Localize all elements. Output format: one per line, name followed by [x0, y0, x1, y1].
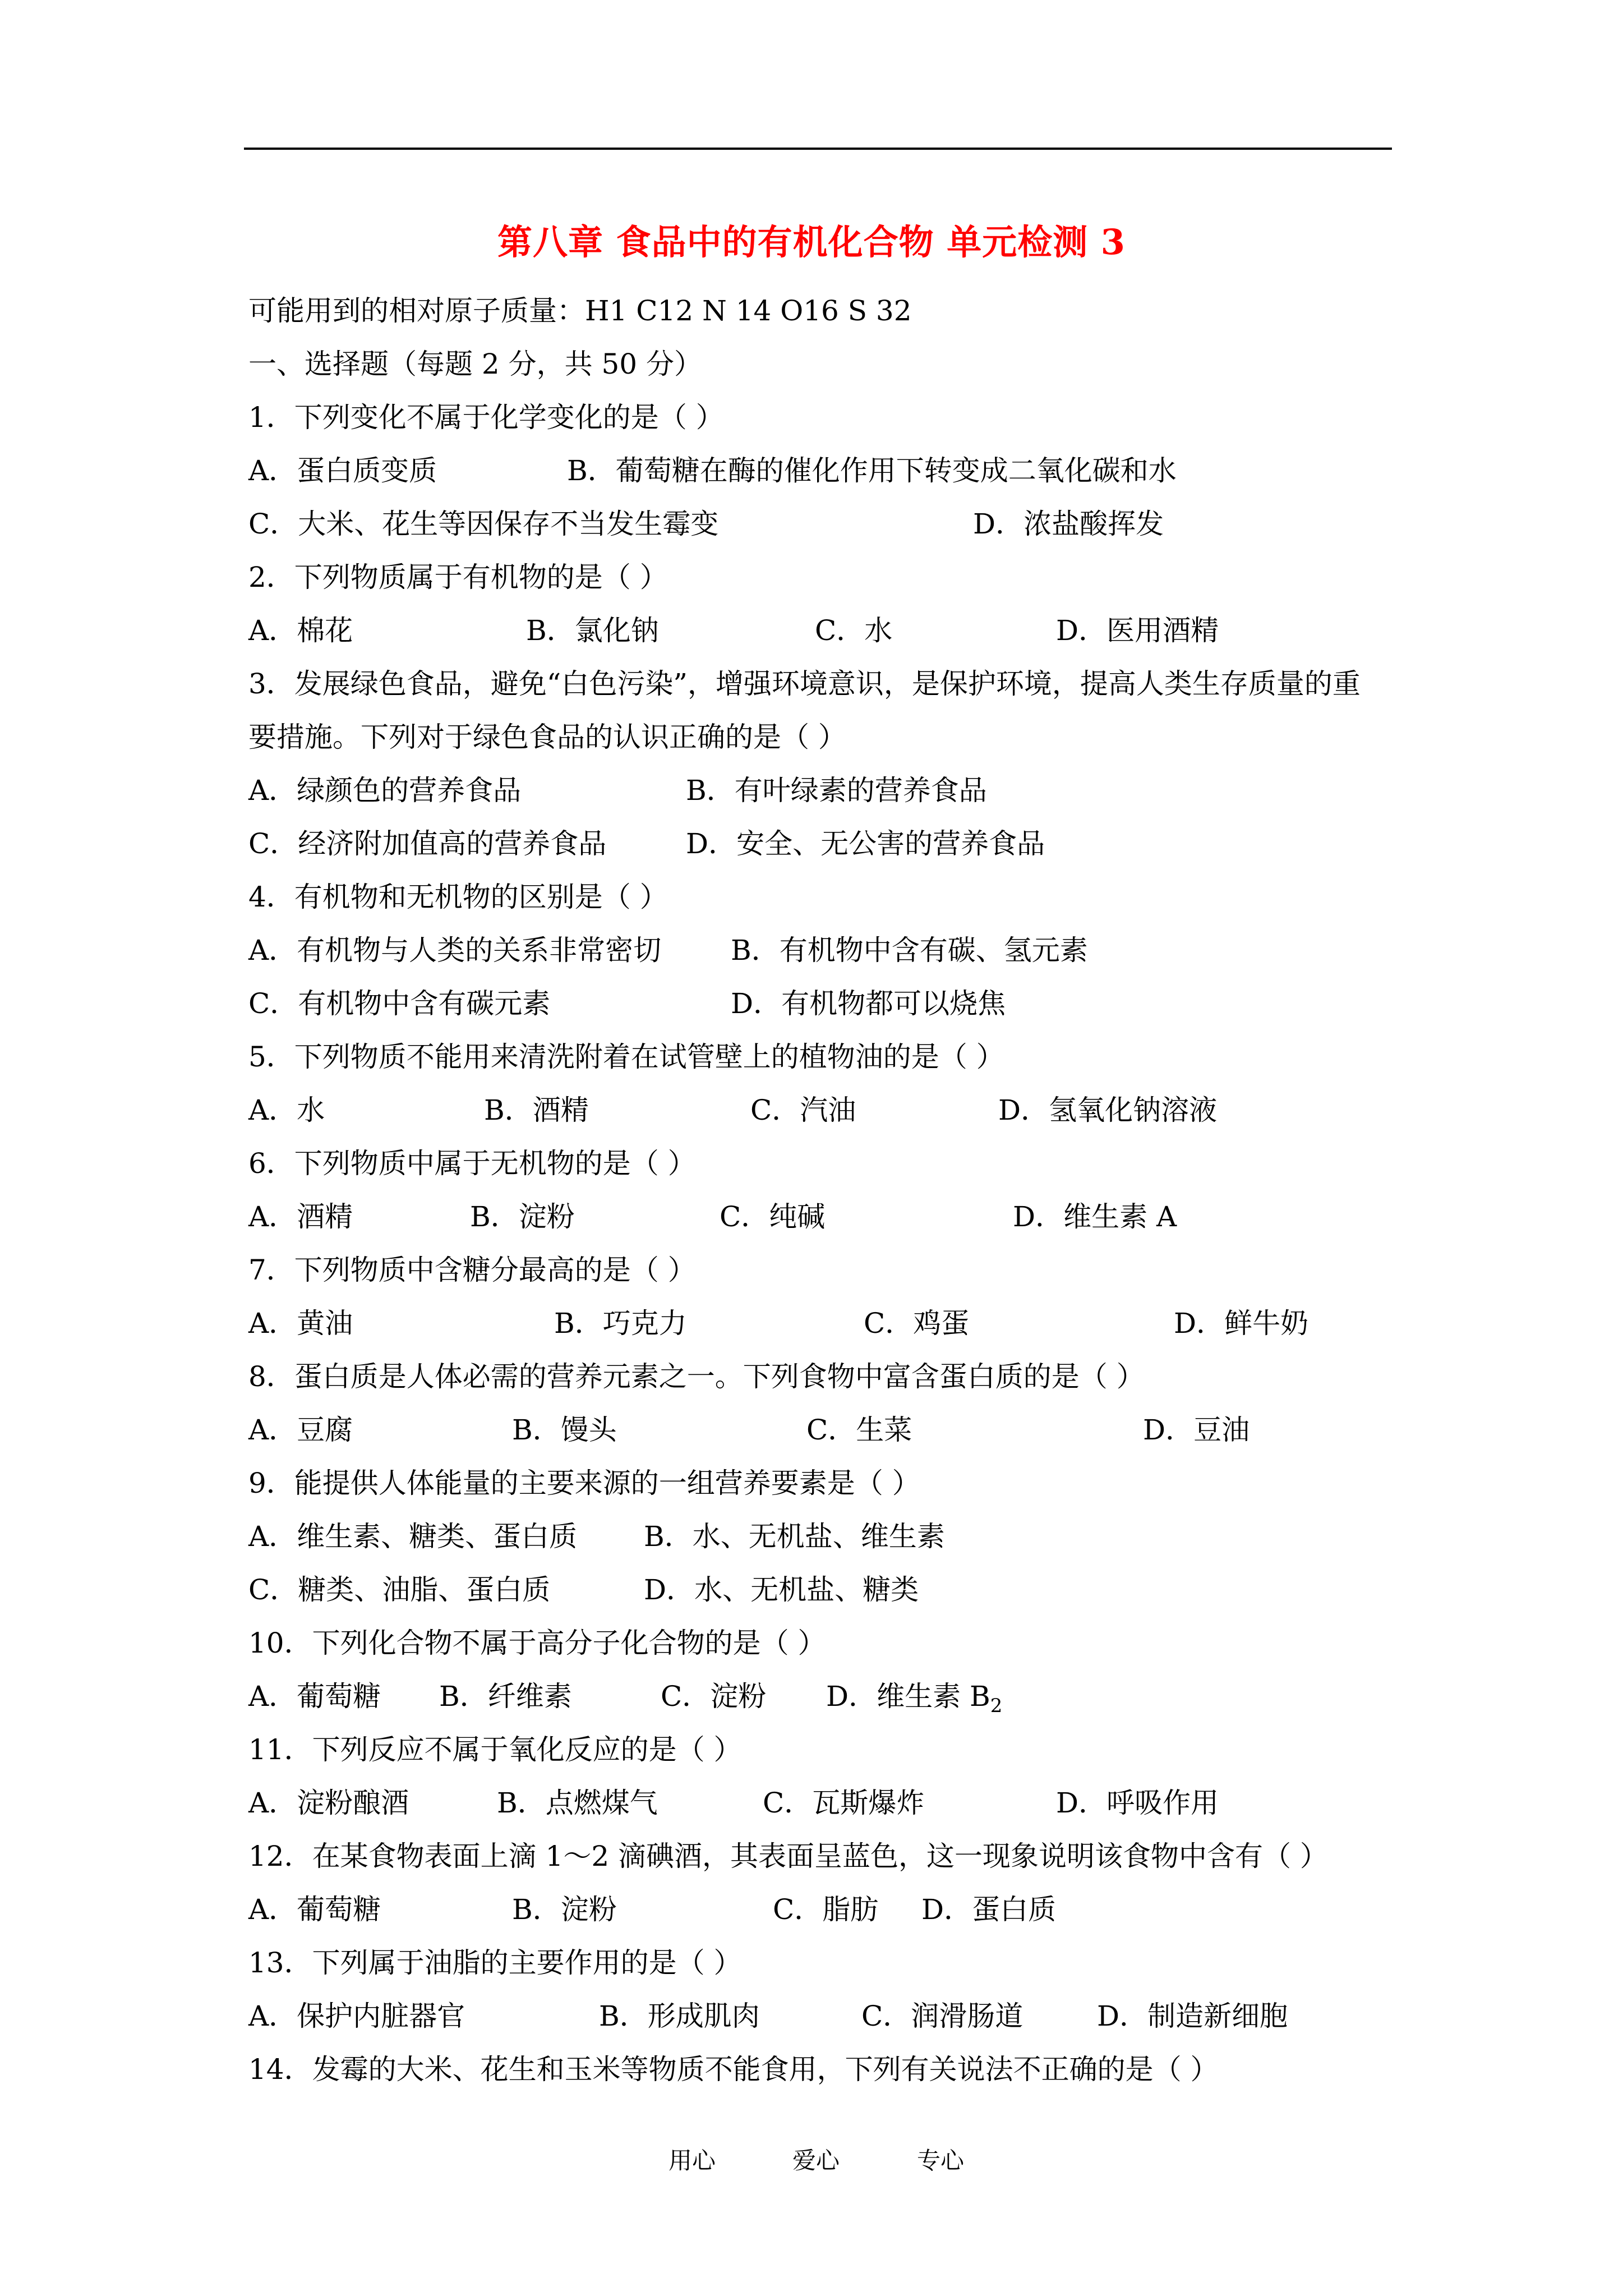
- page-title: 第八章 食品中的有机化合物 单元检测 3: [497, 222, 1126, 263]
- question-stem: 12．在某食物表面上滴 1～2 滴碘酒，其表面呈蓝色，这一现象说明该食物中含有（ ）: [248, 1840, 1328, 1872]
- section-header: 一、选择题（每题 2 分，共 50 分）: [248, 348, 703, 380]
- question-stem: 6．下列物质中属于无机物的是（ ）: [248, 1147, 696, 1180]
- option-c: C．汽油: [750, 1094, 856, 1126]
- option-d: D．浓盐酸挥发: [973, 508, 1164, 540]
- option-d: D．制造新细胞: [1097, 2000, 1288, 2032]
- option-c: C．淀粉: [661, 1680, 767, 1713]
- option-a: A．葡萄糖: [248, 1680, 381, 1713]
- option-b: B．葡萄糖在酶的催化作用下转变成二氧化碳和水: [567, 454, 1177, 487]
- question-stem: 14．发霉的大米、花生和玉米等物质不能食用，下列有关说法不正确的是（ ）: [248, 2053, 1219, 2086]
- subscript: 2: [990, 1695, 1003, 1717]
- option-b: B．水、无机盐、维生素: [644, 1520, 945, 1553]
- option-a: A．黄油: [248, 1307, 353, 1340]
- question-stem: 2．下列物质属于有机物的是（ ）: [248, 561, 668, 593]
- option-c: C．瓦斯爆炸: [763, 1787, 925, 1819]
- option-d: D．安全、无公害的营养食品: [686, 827, 1045, 860]
- question-stem: 9．能提供人体能量的主要来源的一组营养要素是（ ）: [248, 1467, 920, 1499]
- option-a: A．蛋白质变质: [248, 454, 437, 487]
- option-c: C．经济附加值高的营养食品: [248, 827, 607, 860]
- option-d: D．医用酒精: [1056, 614, 1219, 647]
- option-a: A．维生素、糖类、蛋白质: [248, 1520, 578, 1553]
- question-stem: 4．有机物和无机物的区别是（ ）: [248, 881, 668, 913]
- question-stem: 11．下列反应不属于氧化反应的是（ ）: [248, 1733, 742, 1766]
- option-b: B．点燃煤气: [497, 1787, 658, 1819]
- header-rule: [244, 148, 1392, 150]
- option-d: D．氢氧化钠溶液: [998, 1094, 1218, 1126]
- option-b: B．氯化钠: [526, 614, 659, 647]
- option-c: C．大米、花生等因保存不当发生霉变: [248, 508, 719, 540]
- option-b: B．淀粉: [470, 1200, 575, 1233]
- option-d-text: D．维生素 B: [826, 1680, 990, 1713]
- option-a: A．绿颜色的营养食品: [248, 774, 522, 807]
- option-d: D．蛋白质: [921, 1893, 1057, 1926]
- option-b: B．纤维素: [439, 1680, 572, 1713]
- option-a: A．葡萄糖: [248, 1893, 381, 1926]
- option-d: [826, 1670, 1002, 1723]
- option-a: A．保护内脏器官: [248, 2000, 465, 2032]
- option-b: B．有机物中含有碳、氢元素: [731, 934, 1088, 967]
- option-b: B．馒头: [512, 1414, 617, 1446]
- footer-label: 爱心: [792, 2147, 840, 2174]
- option-c: C．有机物中含有碳元素: [248, 987, 551, 1020]
- footer-label: 专心: [917, 2147, 965, 2174]
- question-stem: 1．下列变化不属于化学变化的是（ ）: [248, 401, 724, 434]
- option-c: C．糖类、油脂、蛋白质: [248, 1573, 551, 1606]
- option-a: A．水: [248, 1094, 325, 1126]
- option-a: A．淀粉酿酒: [248, 1787, 409, 1819]
- atomic-mass-line: 可能用到的相对原子质量：H1 C12 N 14 O16 S 32: [248, 295, 912, 327]
- option-c: C．纯碱: [720, 1200, 826, 1233]
- option-c: C．水: [815, 614, 893, 647]
- option-b: B．有叶绿素的营养食品: [686, 774, 987, 807]
- footer-label: 用心: [668, 2147, 716, 2174]
- option-c: C．脂肪: [773, 1893, 879, 1926]
- option-b: B．形成肌肉: [599, 2000, 760, 2032]
- option-d: D．有机物都可以烧焦: [731, 987, 1006, 1020]
- option-b: B．巧克力: [554, 1307, 687, 1340]
- option-d: D．水、无机盐、糖类: [644, 1573, 919, 1606]
- option-c: C．生菜: [806, 1414, 912, 1446]
- option-c: C．鸡蛋: [864, 1307, 970, 1340]
- option-d: D．维生素 A: [1013, 1200, 1177, 1233]
- option-d: D．鲜牛奶: [1174, 1307, 1309, 1340]
- option-d: D．呼吸作用: [1056, 1787, 1219, 1819]
- option-b: B．酒精: [484, 1094, 589, 1126]
- option-a: A．酒精: [248, 1200, 353, 1233]
- option-c: C．润滑肠道: [861, 2000, 1023, 2032]
- option-d: D．豆油: [1143, 1414, 1250, 1446]
- option-a: A．有机物与人类的关系非常密切: [248, 934, 662, 967]
- question-stem: 7．下列物质中含糖分最高的是（ ）: [248, 1254, 696, 1286]
- question-stem-continued: 要措施。下列对于绿色食品的认识正确的是（ ）: [248, 721, 846, 753]
- question-stem: 3．发展绿色食品，避免“白色污染”，增强环境意识，是保护环境，提高人类生存质量的重: [248, 668, 1361, 700]
- option-b: B．淀粉: [512, 1893, 617, 1926]
- question-stem: 13．下列属于油脂的主要作用的是（ ）: [248, 1947, 742, 1979]
- option-a: A．棉花: [248, 614, 353, 647]
- question-stem: 8．蛋白质是人体必需的营养元素之一。下列食物中富含蛋白质的是（ ）: [248, 1360, 1145, 1393]
- question-stem: 5．下列物质不能用来清洗附着在试管壁上的植物油的是（ ）: [248, 1041, 1004, 1073]
- question-stem: 10．下列化合物不属于高分子化合物的是（ ）: [248, 1627, 826, 1659]
- option-a: A．豆腐: [248, 1414, 353, 1446]
